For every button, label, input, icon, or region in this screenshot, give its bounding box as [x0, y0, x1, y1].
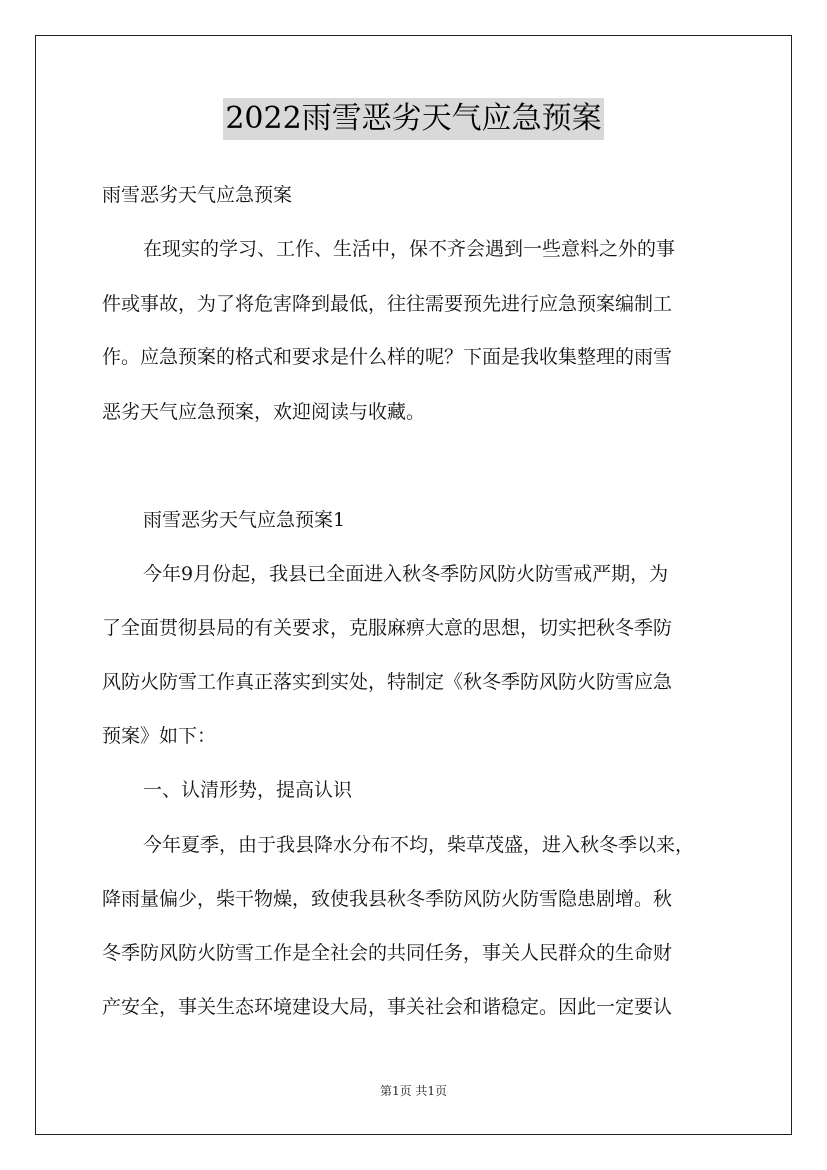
paragraph-line: 风防火防雪工作真正落实到实处，特制定《秋冬季防风防火防雪应急: [102, 671, 673, 693]
paragraph-line: 今年9月份起，我县已全面进入秋冬季防风防火防雪戒严期，为: [143, 563, 669, 585]
intro-line: 在现实的学习、工作、生活中，保不齐会遇到一些意料之外的事: [143, 238, 676, 260]
paragraph-line: 降雨量偏少，柴干物燥，致使我县秋冬季防风防火防雪隐患剧增。秋: [102, 888, 673, 910]
document-title: 2022雨雪恶劣天气应急预案: [223, 98, 603, 140]
paragraph-line: 今年夏季，由于我县降水分布不均，柴草茂盛，进入秋冬季以来，: [143, 834, 695, 856]
paragraph-line: 了全面贯彻县局的有关要求，克服麻痹大意的思想，切实把秋冬季防: [102, 617, 673, 639]
title-container: [0, 98, 827, 140]
section-heading: 雨雪恶劣天气应急预案1: [143, 509, 346, 531]
intro-line: 恶劣天气应急预案，欢迎阅读与收藏。: [102, 401, 426, 423]
document-subtitle: 雨雪恶劣天气应急预案: [102, 184, 293, 206]
paragraph-line: 产安全，事关生态环境建设大局，事关社会和谐稳定。因此一定要认: [102, 996, 673, 1018]
intro-line: 作。应急预案的格式和要求是什么样的呢？下面是我收集整理的雨雪: [102, 346, 673, 368]
intro-line: 件或事故，为了将危害降到最低，往往需要预先进行应急预案编制工: [102, 293, 673, 315]
paragraph-line: 预案》如下：: [102, 725, 217, 747]
subheading: 一、认清形势，提高认识: [143, 779, 353, 801]
paragraph-line: 冬季防风防火防雪工作是全社会的共同任务，事关人民群众的生命财: [102, 942, 673, 964]
page-footer: 第1页 共1页: [379, 1084, 448, 1098]
